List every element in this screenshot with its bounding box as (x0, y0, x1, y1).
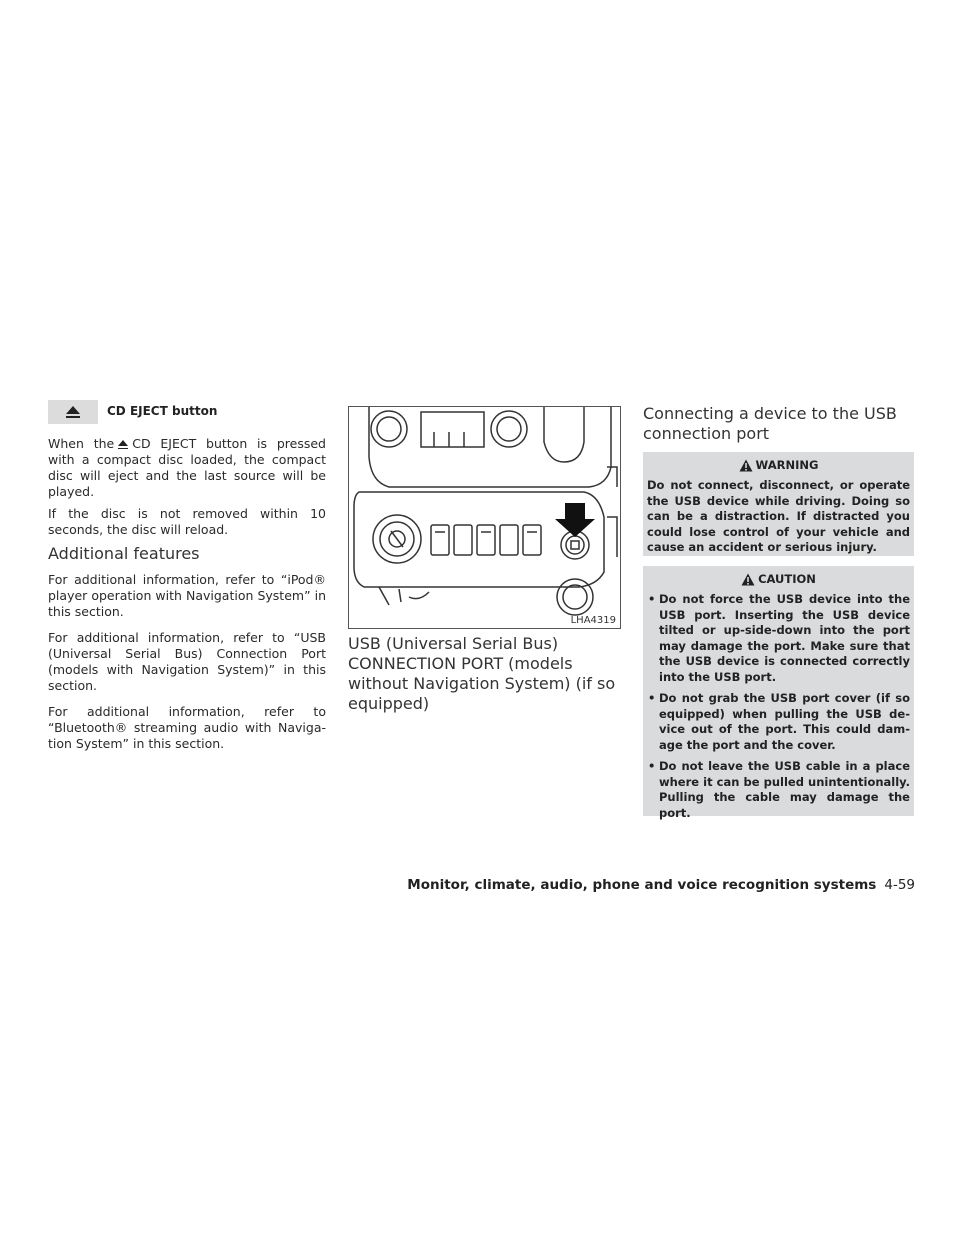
figure-code: LHA4319 (570, 615, 616, 626)
footer-section-title: Monitor, climate, audio, phone and voice recognition systems (407, 877, 877, 893)
caution-list (643, 586, 914, 821)
caution-item: • Do not force the USB device into the USB port. Inserting the USB device tilted or up-side-down into the port may damage the port. Make sure that the USB device is connected correctly into the USB port. (647, 592, 910, 685)
warning-icon (739, 459, 753, 472)
usb-port-heading: USB (Universal Serial Bus) CONNECTION PORT (models without Navigation System) (if so equipped) (348, 634, 616, 713)
eject-button-label: CD EJECT button (107, 404, 218, 418)
eject-icon (66, 406, 80, 418)
usb-reference: For additional information, refer to “USB (Universal Serial Bus) Connection Port (models with Navigation System)” in this section. (48, 630, 326, 693)
eject-icon-box (48, 400, 98, 424)
warning-header (643, 452, 914, 472)
bluetooth-reference: For additional information, refer to “Bluetooth® streaming audio with Naviga- tion System” in this section. (48, 704, 326, 751)
eject-paragraph: When the CD EJECT button is pressed with a compact disc loaded, the compact disc will eject and the last source will be played. (48, 436, 326, 499)
caution-item: • Do not grab the USB port cover (if so equipped) when pulling the USB de- vice out of the port. This could dam- age the port and the cover. (647, 691, 910, 753)
right-column-heading-wrap (643, 404, 914, 444)
connecting-device-heading: Connecting a device to the USB connection port (643, 404, 897, 443)
caution-title: CAUTION (758, 572, 816, 586)
additional-features-heading: Additional features (48, 544, 200, 563)
ipod-reference: For additional information, refer to “iPod® player operation with Navigation System” in this section. (48, 572, 326, 619)
left-column-text (48, 436, 326, 758)
dashboard-drawing (349, 407, 621, 629)
usb-port-illustration (348, 406, 621, 629)
reload-paragraph: If the disc is not removed within 10 seconds, the disc will reload. (48, 506, 326, 537)
caution-item: • Do not leave the USB cable in a place where it can be pulled unintentionally. Pulling the cable may damage the port. (647, 759, 910, 821)
page-number: 4-59 (884, 877, 915, 893)
eject-inline-icon (118, 440, 128, 450)
middle-column-text (348, 634, 622, 714)
caution-box (643, 566, 914, 820)
warning-text: Do not connect, disconnect, or operate the USB device while driving. Doing so can be a distraction. If distracted you could lose control of your vehicle and cause an accident or serious injury. (647, 478, 910, 554)
warning-box (643, 452, 914, 556)
warning-title: WARNING (755, 458, 819, 472)
caution-icon (741, 573, 755, 586)
caution-header (643, 566, 914, 586)
page-footer (407, 877, 915, 893)
